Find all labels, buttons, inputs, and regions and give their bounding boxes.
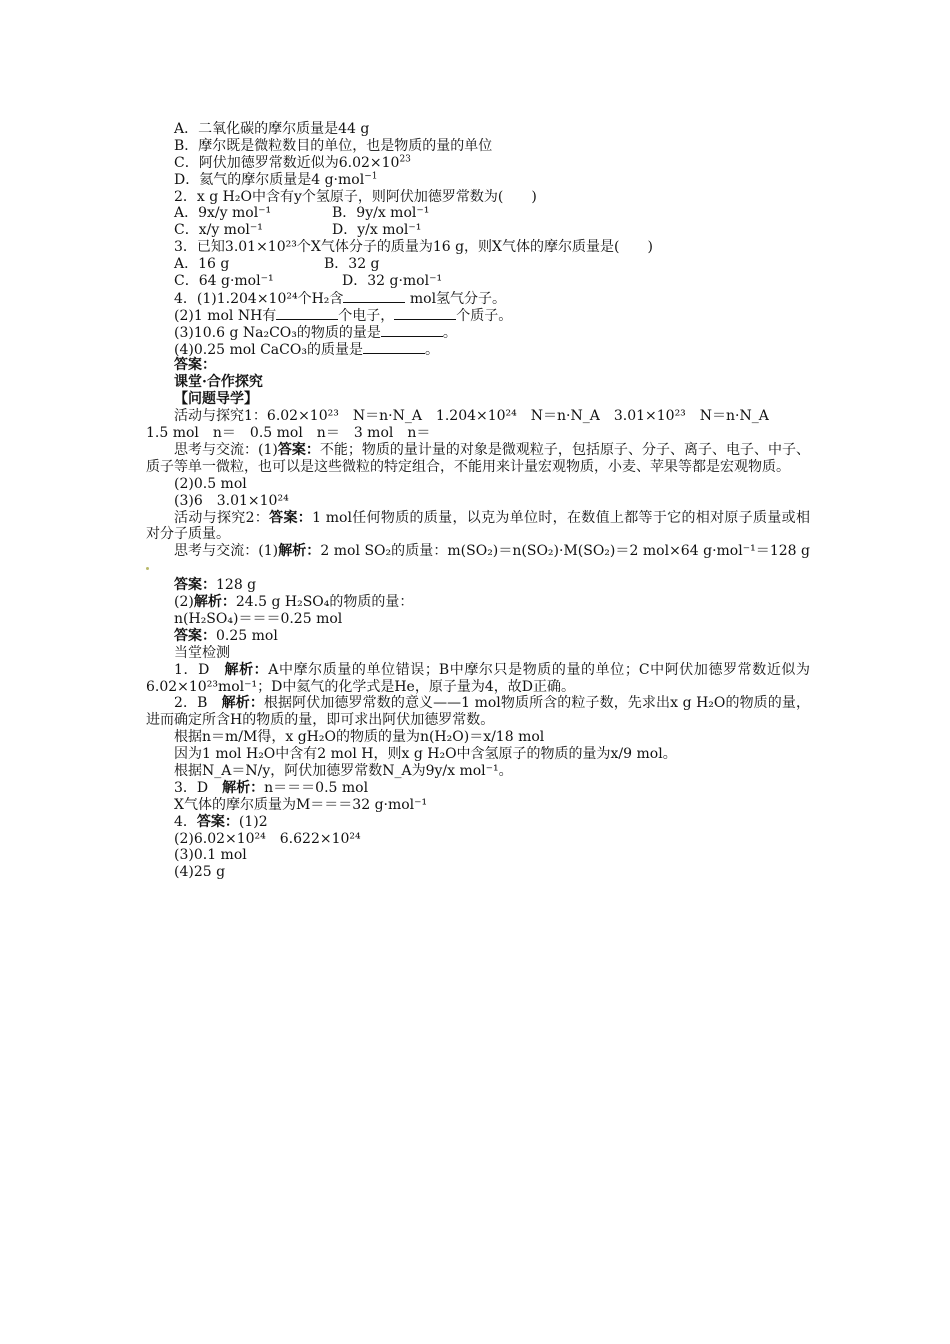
activity2-answer-label: 答案：: [269, 509, 313, 526]
q3-option-c: C．64 g·mol⁻¹: [174, 273, 274, 290]
q2-option-d: D．y/x mol⁻¹: [332, 222, 422, 239]
check-answer2: 2．B 解析：根据阿伏加德罗常数的意义——1 mol物质所含的粒子数，先求出x g H₂O的物质的量，进而确定所含H的物质的量，即可求出阿伏加德罗常数。: [146, 695, 810, 729]
q2-option-b: B．9y/x mol⁻¹: [332, 205, 430, 222]
think1-answer-label: 答案：: [277, 441, 320, 458]
blank-line: [276, 307, 338, 320]
q4-part4-b: 。: [424, 341, 439, 358]
blank-line: [394, 307, 456, 320]
q2-options-cd: [146, 222, 810, 239]
q1-option-a: A．二氧化碳的摩尔质量是44 g: [174, 121, 370, 137]
q1-option-c-text: C．阿伏加德罗常数近似为6.02×10: [174, 154, 400, 171]
think2-formula: n(H₂SO₄)＝＝＝0.25 mol: [174, 610, 343, 627]
stray-dot: [146, 567, 149, 570]
q4-part2: [146, 307, 810, 324]
q3-options-ab: [146, 256, 810, 273]
q4-part4-a: (4)0.25 mol CaCO₃的质量是: [174, 341, 363, 358]
check-answer4-line3: (3)0.1 mol: [174, 847, 247, 864]
think2-answer2: 答案：0.25 mol: [174, 627, 278, 644]
document-content: [146, 121, 810, 881]
q4-part2-c: 个质子。: [456, 307, 513, 324]
activity2-label: 活动与探究2：: [174, 509, 270, 526]
activity2-text: 1 mol任何物质的质量，以克为单位时，在数值上都等于它的相对原子质量或相对分子质量。: [146, 509, 810, 543]
q4-part1-a: 4．(1)1.204×10²⁴个H₂含: [174, 290, 344, 307]
think1-part3: (3)6 3.01×10²⁴: [174, 492, 289, 509]
activity2-paragraph: [146, 510, 810, 544]
q1-option-d-exp: −1: [364, 171, 378, 182]
q4-part2-a: (2)1 mol NH有: [174, 307, 277, 324]
check-answer2-line1: 根据n＝m/M得，x gH₂O的物质的量为n(H₂O)＝x/18 mol: [174, 729, 545, 746]
guide-title: 【问题导学】: [174, 391, 258, 408]
section-title: 课堂·合作探究: [174, 374, 263, 391]
q4-part3-b: 。: [442, 324, 457, 341]
q4-part2-b: 个电子，: [338, 307, 395, 324]
check-answer2-line2: 因为1 mol H₂O中含有2 mol H，则x g H₂O中含氢原子的物质的量为x/9 mol。: [174, 746, 677, 763]
activity1-line1: 活动与探究1：6.02×10²³ N＝n·N_A 1.204×10²⁴ N＝n·N_A 3.01×10²³ N＝n·N_A: [174, 408, 769, 425]
think2-label: 思考与交流：(1): [174, 543, 279, 560]
q1-option-b: B．摩尔既是微粒数目的单位，也是物质的量的单位: [174, 137, 493, 154]
check-answer4-line2: (2)6.02×10²⁴ 6.622×10²⁴: [174, 830, 361, 847]
q4-part3-a: (3)10.6 g Na₂CO₃的物质的量是: [174, 324, 381, 341]
q3-options-cd: [146, 273, 810, 290]
q1-option-c: [146, 155, 810, 172]
q4-part4: [146, 341, 810, 358]
check-answer4-line4: (4)25 g: [174, 864, 226, 881]
q2-stem: 2．x g H₂O中含有y个氢原子，则阿伏加德罗常数为( ): [174, 188, 537, 205]
check-answer3: 3．D 解析：n＝＝＝0.5 mol: [174, 779, 369, 796]
q4-part1-b: mol氢气分子。: [409, 290, 507, 307]
think1-paragraph: [146, 442, 810, 476]
think2-part2: (2)解析：24.5 g H₂SO₄的物质的量：: [174, 594, 414, 611]
think2-jiexi-label: 解析：: [278, 543, 321, 560]
think1-label: 思考与交流：(1): [174, 441, 278, 458]
q1-option-d: [146, 172, 810, 189]
check-answer4: 4．答案：(1)2: [174, 813, 268, 830]
q3-option-a: A．16 g: [174, 256, 230, 273]
think1-part2: (2)0.5 mol: [174, 475, 247, 492]
check-title: 当堂检测: [174, 644, 230, 661]
blank-line: [343, 290, 405, 303]
check-answer1: 1．D 解析：A中摩尔质量的单位错误；B中摩尔只是物质的量的单位；C中阿伏加德罗常数近似为6.02×10²³mol⁻¹；D中氦气的化学式是He，原子量为4，故D正确。: [146, 661, 811, 695]
q3-option-b: B．32 g: [324, 256, 380, 273]
q1-option-d-text: D．氦气的摩尔质量是4 g·mol: [174, 171, 365, 188]
answer-heading: 答案：: [174, 357, 216, 374]
think1-text: 不能；物质的量计量的对象是微观粒子，包括原子、分子、离子、电子、中子、质子等单一微粒，也可以是这些微粒的特定组合，不能用来计量宏观物质，小麦、苹果等都是宏观物质。: [146, 441, 810, 475]
think2-paragraph: [146, 543, 810, 577]
q1-option-c-exp: 23: [399, 154, 411, 165]
q2-option-c: C．x/y mol⁻¹: [174, 222, 263, 239]
check-answer3-line2: X气体的摩尔质量为M＝＝＝32 g·mol⁻¹: [174, 796, 428, 813]
q3-stem: 3．已知3.01×10²³个X气体分子的质量为16 g，则X气体的摩尔质量是( ): [174, 239, 653, 256]
think2-text: 2 mol SO₂的质量：m(SO₂)＝n(SO₂)·M(SO₂)＝2 mol×64 g·mol⁻¹＝128 g: [320, 543, 811, 560]
activity1-line2: 1.5 mol n＝ 0.5 mol n＝ 3 mol n＝: [146, 425, 431, 442]
q4-part3: [146, 324, 810, 341]
check-answer2-line3: 根据N_A＝N/y，阿伏加德罗常数N_A为9y/x mol⁻¹。: [174, 763, 513, 779]
q2-options-ab: [146, 205, 810, 222]
q4-part1: [146, 290, 810, 307]
q2-option-a: A．9x/y mol⁻¹: [174, 205, 272, 222]
blank-line: [381, 324, 443, 337]
q3-option-d: D．32 g·mol⁻¹: [342, 273, 443, 290]
blank-line: [363, 341, 425, 354]
think2-answer1: 答案：128 g: [174, 577, 257, 594]
